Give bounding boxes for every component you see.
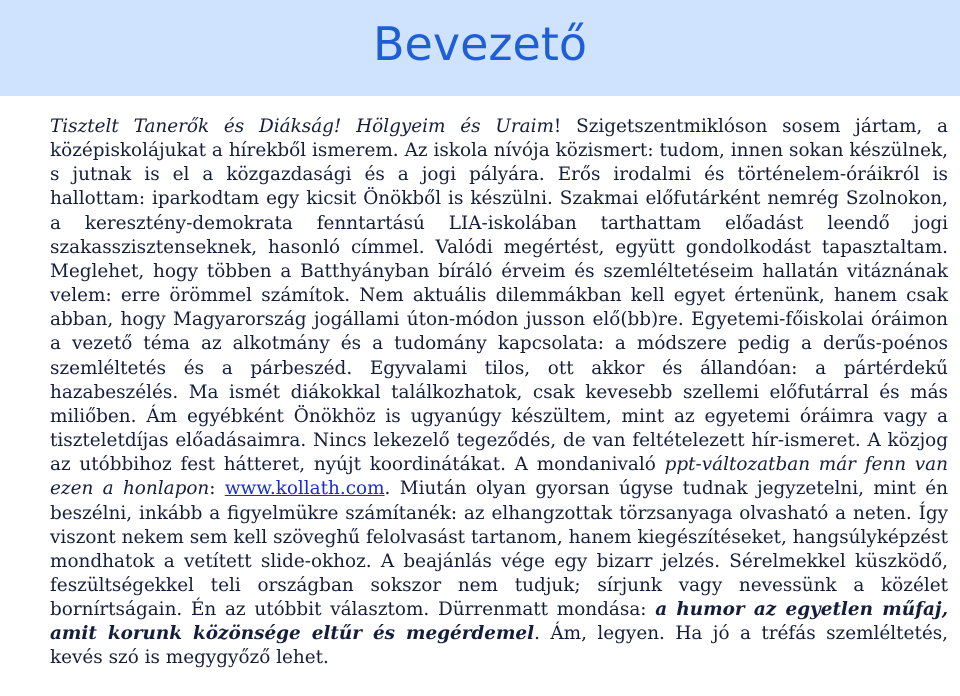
website-link[interactable]: www.kollath.com xyxy=(224,478,385,500)
ppt-note: ppt-változatban már fenn van ezen a honlapon xyxy=(50,454,948,500)
body-paragraph xyxy=(50,115,948,671)
greeting: Tisztelt Tanerők és Diákság! Hölgyeim és Uraim xyxy=(50,116,554,137)
colon: : xyxy=(209,478,225,500)
slide-title: Bevezető xyxy=(372,17,587,71)
body-text-part-2: . Miután olyan gyorsan úgyse tudnak jegyzetelni, mint én beszélni, inkább a figyelmükre számítanék: az elhangzottak törzsanyaga olvasható a neten. Így viszont nekem sem kell szöveghű felolvasást tartanom, hanem kiegészítéseket, hangsúlyképzést mondhatok a vetített slide-okhoz. A beajánlás vége egy bizarr jelzés. Sérelmekkel küszködő, feszültségekkel teli országban sokszor nem tudjuk; sírjunk vagy nevessünk a közélet bornírtságain. Én az utóbbit választom. Dürrenmatt mondása: xyxy=(50,478,948,621)
body-text-part-1: ! Szigetszentmiklóson sosem jártam, a középiskolájukat a hírekből ismerem. Az iskola nívója közismert: tudom, innen sokan készülnek, s jutnak is el a közgazdasági és a jogi pályára. Erős irodalmi és történelem-óráikról is hallottam: iparkodtam egy kicsit Önökből is készülni. Szakmai előfutárként nemrég Szolnokon, a keresztény-demokrata fenntartású LIA-iskolában tarthattam előadást leendő jogi szakasszisztenseknek, hasonló címmel. Valódi megértést, együtt gondolkodást tapasztaltam. Meglehet, hogy többen a Batthyányban bíráló érveim és szemléltetéseim hallatán vitáznának velem: erre örömmel számítok. Nem aktuális dilemmákban kell egyet értenünk, hanem csak abban, hogy Magyarország jogállami úton-módon jusson elő(bb)re. Egyetemi-főiskolai óráimon a vezető téma az alkotmány és a tudomány kapcsolata: a módszere pedig a derűs-poénos szemléltetés és a párbeszéd. Egyvalami tilos, ott akkor és állandóan: a pártérdekű hazabeszélés. Ma ismét diákokkal találkozhatok, csak kevesebb szellemi előfutárral és más miliőben. Ám egyébként Önökhöz is ugyanúgy készültem, mint az egyetemi óráimra vagy a tiszteletdíjas előadásaimra. Nincs lekezelő tegeződés, de van feltételezett hír-ismeret. A közjog az utóbbihoz fest hátteret, nyújt koordinátákat. A mondanivaló xyxy=(50,116,948,476)
body-text-part-3: . Ám, legyen. Ha jó a tréfás szemléltetés, kevés szó is megygyőző lehet. xyxy=(50,623,948,669)
durrenmatt-quote: a humor az egyetlen műfaj, amit korunk közönsége eltűr és megérdemel xyxy=(50,599,948,645)
